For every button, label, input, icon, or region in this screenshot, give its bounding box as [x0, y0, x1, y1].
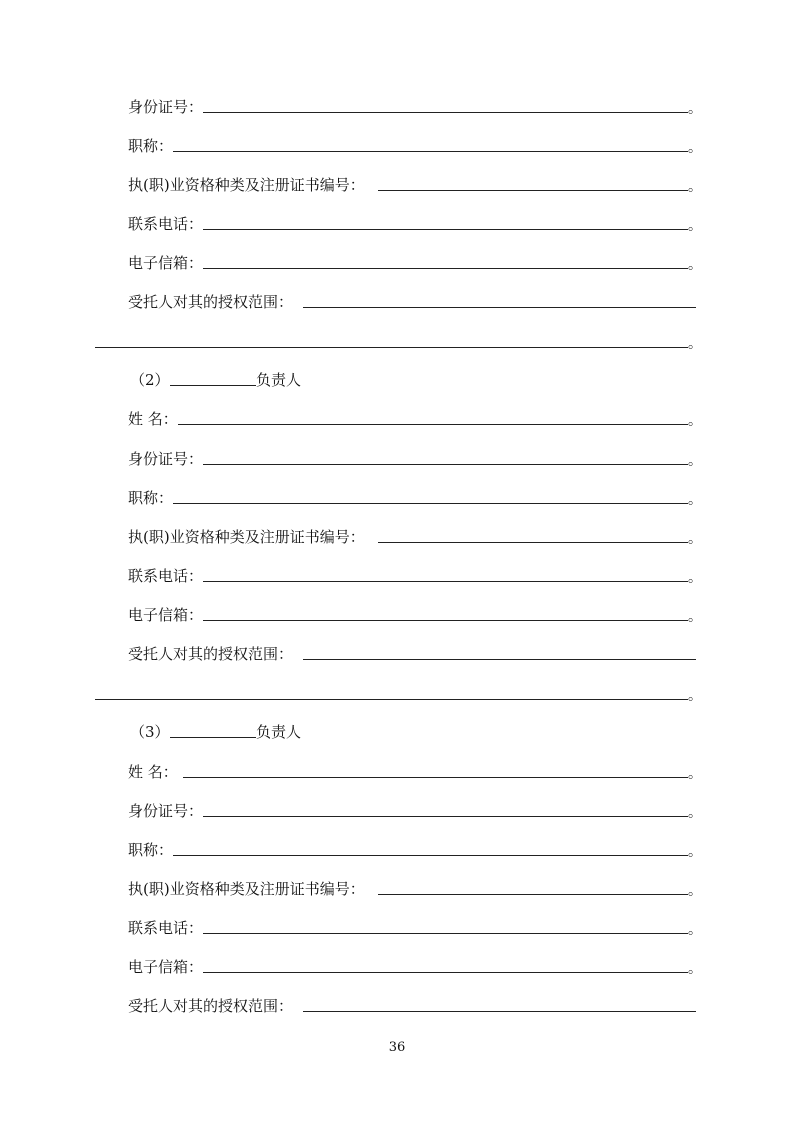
fill-in-blank[interactable]: [203, 581, 688, 582]
field-phone: [128, 916, 708, 940]
period-mark: 。: [688, 257, 702, 273]
field-label: 职称：: [128, 841, 174, 859]
period-mark: 。: [688, 883, 702, 899]
period-mark: 。: [688, 179, 702, 195]
fill-in-blank[interactable]: [203, 268, 688, 269]
field-label: 联系电话：: [128, 919, 204, 937]
page-number: 36: [388, 1040, 406, 1055]
period-mark: 。: [688, 336, 702, 352]
field-label: 职称：: [128, 489, 174, 507]
field-title: [128, 838, 708, 862]
fill-in-blank[interactable]: [95, 347, 688, 348]
section-number: （2）: [130, 371, 170, 389]
fill-in-blank[interactable]: [203, 816, 688, 817]
period-mark: 。: [688, 140, 702, 156]
fill-in-blank[interactable]: [203, 229, 688, 230]
fill-in-blank[interactable]: [173, 855, 688, 856]
field-label: 身份证号：: [128, 98, 204, 116]
period-mark: 。: [688, 922, 702, 938]
period-mark: 。: [688, 570, 702, 586]
field-label: 电子信箱：: [128, 606, 204, 624]
field-authority-continued: [95, 682, 708, 706]
fill-in-blank[interactable]: [170, 737, 256, 738]
fill-in-blank[interactable]: [378, 542, 688, 543]
fill-in-blank[interactable]: [203, 933, 688, 934]
field-qualification: [128, 173, 708, 197]
fill-in-blank[interactable]: [95, 699, 688, 700]
field-phone: [128, 564, 708, 588]
field-label: 姓 名：: [128, 763, 178, 781]
field-authority: [128, 994, 708, 1018]
section-heading-text: 负责人: [256, 723, 302, 741]
field-qualification: [128, 525, 708, 549]
section-heading-2: [130, 368, 390, 392]
fill-in-blank[interactable]: [303, 307, 696, 308]
field-authority: [128, 642, 708, 666]
fill-in-blank[interactable]: [173, 151, 688, 152]
field-name: [128, 760, 708, 784]
field-name: [128, 407, 708, 431]
field-label: 电子信箱：: [128, 958, 204, 976]
field-phone: [128, 212, 708, 236]
field-id-number: [128, 799, 708, 823]
field-authority: [128, 290, 708, 314]
period-mark: 。: [688, 413, 702, 429]
field-id-number: [128, 447, 708, 471]
field-label: 联系电话：: [128, 567, 204, 585]
fill-in-blank[interactable]: [173, 503, 688, 504]
section-number: （3）: [130, 723, 170, 741]
fill-in-blank[interactable]: [303, 1011, 696, 1012]
fill-in-blank[interactable]: [203, 112, 688, 113]
field-label: 联系电话：: [128, 215, 204, 233]
period-mark: 。: [688, 766, 702, 782]
field-email: [128, 603, 708, 627]
fill-in-blank[interactable]: [178, 424, 688, 425]
fill-in-blank[interactable]: [203, 972, 688, 973]
fill-in-blank[interactable]: [203, 464, 688, 465]
period-mark: 。: [688, 844, 702, 860]
field-label: 受托人对其的授权范围：: [128, 645, 294, 663]
field-email: [128, 251, 708, 275]
fill-in-blank[interactable]: [303, 659, 696, 660]
section-heading-text: 负责人: [256, 371, 302, 389]
field-label: 受托人对其的授权范围：: [128, 997, 294, 1015]
fill-in-blank[interactable]: [170, 385, 256, 386]
period-mark: 。: [688, 531, 702, 547]
field-label: 执(职)业资格种类及注册证书编号：: [128, 528, 365, 546]
field-label: 身份证号：: [128, 450, 204, 468]
period-mark: 。: [688, 101, 702, 117]
fill-in-blank[interactable]: [183, 777, 688, 778]
period-mark: 。: [688, 961, 702, 977]
fill-in-blank[interactable]: [378, 190, 688, 191]
field-authority-continued: [95, 330, 708, 354]
period-mark: 。: [688, 805, 702, 821]
period-mark: 。: [688, 453, 702, 469]
period-mark: 。: [688, 492, 702, 508]
field-title: [128, 134, 708, 158]
field-label: 受托人对其的授权范围：: [128, 293, 294, 311]
field-label: 执(职)业资格种类及注册证书编号：: [128, 880, 365, 898]
section-heading-3: [130, 720, 390, 744]
period-mark: 。: [688, 609, 702, 625]
field-label: 身份证号：: [128, 802, 204, 820]
period-mark: 。: [688, 688, 702, 704]
field-qualification: [128, 877, 708, 901]
fill-in-blank[interactable]: [378, 894, 688, 895]
field-label: 职称：: [128, 137, 174, 155]
field-title: [128, 486, 708, 510]
field-label: 执(职)业资格种类及注册证书编号：: [128, 176, 365, 194]
fill-in-blank[interactable]: [203, 620, 688, 621]
field-email: [128, 955, 708, 979]
field-label: 姓 名：: [128, 410, 178, 428]
field-label: 电子信箱：: [128, 254, 204, 272]
period-mark: 。: [688, 218, 702, 234]
field-id-number: [128, 95, 708, 119]
